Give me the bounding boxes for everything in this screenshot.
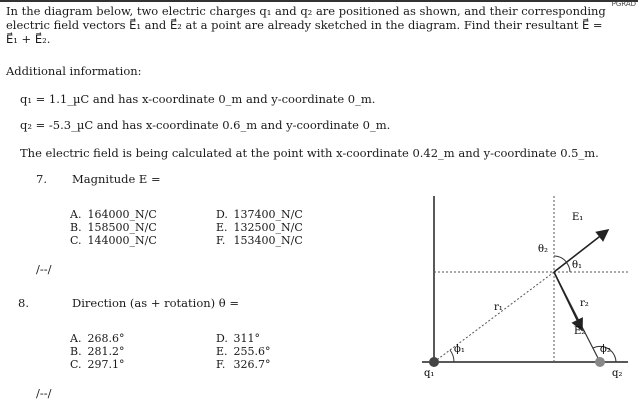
e2-vector [554,272,582,330]
intro-line-2: electric field vectors E⃗₁ and E⃗₂ at a point are already sketched in the diagram. Find their resultant E⃗ = [6,18,603,32]
additional-heading: Additional information: [6,64,142,78]
q7-option-e[interactable]: E. 132500_N/C [216,221,303,234]
r2-label: r₂ [580,298,589,309]
q8-prompt: Direction (as + rotation) θ = [72,296,240,310]
q2-info: q₂ = -5.3_µC and has x-coordinate 0.6_m and y-coordinate 0_m. [20,118,391,132]
q8-option-d[interactable]: D. 311° [216,332,260,345]
theta1-label: θ₁ [572,260,583,271]
r1-label: r₁ [494,302,503,313]
q7-option-a[interactable]: A. 164000_N/C [70,208,157,221]
q2-label: q₂ [612,368,623,379]
q1-charge [429,357,439,367]
point-info: The electric field is being calculated at the point with x-coordinate 0.42_m and y-coordinate 0.5_m. [20,146,599,160]
q7-option-b[interactable]: B. 158500_N/C [70,221,157,234]
q2-charge [595,357,605,367]
r1-line [434,272,554,362]
theta1-arc [554,256,567,263]
q8-option-c[interactable]: C. 297.1° [70,358,125,371]
q7-answer[interactable]: /--/ [36,262,52,276]
q8-option-b[interactable]: B. 281.2° [70,345,125,358]
phi1-label: ϕ₁ [454,344,465,355]
q8-option-f[interactable]: F. 326.7° [216,358,271,371]
charge-diagram [422,194,632,388]
corner-label: PGRAD [611,0,636,8]
q7-option-f[interactable]: F. 153400_N/C [216,234,303,247]
intro-line-1: In the diagram below, two electric charges q₁ and q₂ are positioned as shown, and their corresponding [6,4,606,18]
top-border [0,0,638,2]
e2-label: E₂ [574,326,586,337]
q7-option-d[interactable]: D. 137400_N/C [216,208,303,221]
q8-number: 8. [18,296,29,310]
q8-option-e[interactable]: E. 255.6° [216,345,271,358]
theta2-label: θ₂ [538,244,549,255]
q7-number: 7. [36,172,47,186]
q8-option-a[interactable]: A. 268.6° [70,332,125,345]
phi2-label: ϕ₂ [600,344,611,355]
intro-line-3: E⃗₁ + E⃗₂. [6,32,51,46]
q1-label: q₁ [424,368,435,379]
theta1-arc-2 [566,262,570,272]
q1-info: q₁ = 1.1_µC and has x-coordinate 0_m and y-coordinate 0_m. [20,92,376,106]
e1-label: E₁ [572,212,584,223]
q7-prompt: Magnitude E = [72,172,161,186]
q8-answer[interactable]: /--/ [36,386,52,400]
q7-option-c[interactable]: C. 144000_N/C [70,234,157,247]
